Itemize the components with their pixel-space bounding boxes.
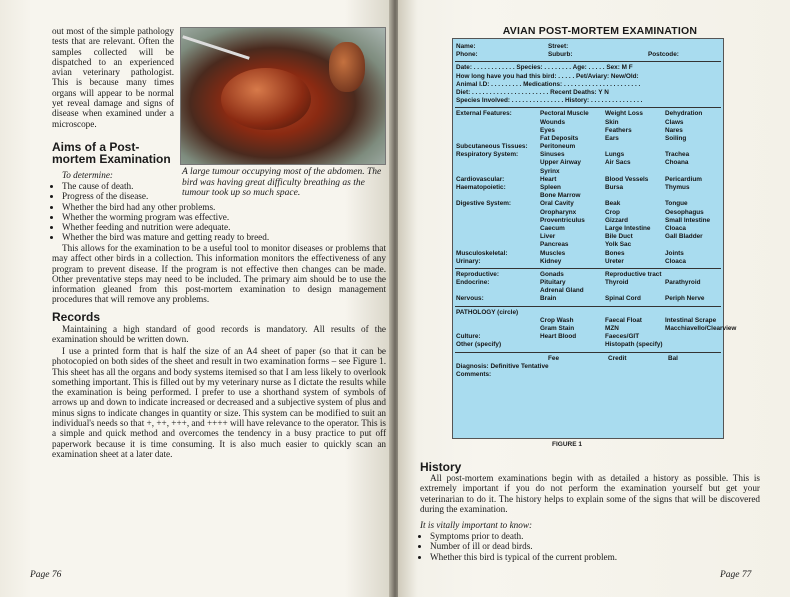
form-row: Musculoskeletal: Muscles Bones Joints (456, 249, 684, 257)
form-row: Digestive System: Oral Cavity Beak Tongue (456, 200, 688, 208)
form-row: Haematopoietic: Spleen Bursa Thymus (456, 184, 690, 191)
form-row: Urinary: Kidney Ureter Cloaca (456, 257, 686, 265)
page-number-left: Page 76 (30, 570, 62, 580)
know-label: It is vitally important to know: (420, 520, 533, 530)
left-page (0, 0, 392, 597)
form-row: External Features: Pectoral Muscle Weight Loss Dehydration (456, 110, 703, 118)
list-item: • Whether the bird had any other problems. (62, 202, 392, 212)
list-item: • Whether the bird was mature and getting ready to breed. (62, 232, 392, 242)
history-list (420, 531, 770, 562)
photo-caption: A large tumour occupying most of the abdomen. The bird was having great difficulty breathing as the tumour took up so much space. (182, 167, 382, 198)
form-row: Caecum Large Intestine Cloaca (540, 224, 686, 232)
aims-heading: Aims of a Post-mortem Examination (52, 140, 171, 166)
list-item: • Whether feeding and nutrition were adequate. (62, 222, 392, 232)
list-item: • The cause of death. (62, 181, 392, 191)
form-row: Liver Bile Duct Gall Bladder (540, 233, 703, 241)
determine-label: To determine: (62, 170, 113, 180)
list-item: • Whether this bird is typical of the current problem. (430, 552, 770, 562)
form-row: Animal I.D: . . . . . . . . . Medications: . . . . . . . . . . . . . . . . . . . . . . (456, 80, 641, 88)
form-row: Adrenal Gland (540, 287, 584, 295)
comments-row: Comments: (456, 370, 492, 378)
form-row: Phone: Suburb: Postcode: (456, 51, 679, 59)
form-row: Fat Deposits Ears Soiling (540, 134, 687, 142)
tumour-photo (180, 27, 386, 165)
pathology-heading: PATHOLOGY (circle) (456, 308, 519, 316)
form-row: Name: Street: (456, 43, 569, 50)
examination-form (452, 38, 737, 439)
form-row: Culture: Heart Blood Faeces/GIT (456, 333, 640, 341)
form-row: Gram Stain MZN Macchiavello/Clearview (540, 325, 737, 332)
records-paragraph-1: Maintaining a high standard of good records is mandatory. All results of the examination should be written down. (52, 324, 386, 345)
figure-label: FIGURE 1 (552, 441, 582, 448)
records-heading: Records (52, 310, 101, 324)
form-row: Upper Airway Air Sacs Choana (540, 159, 689, 167)
intro-paragraph: out most of the simple pathology tests that are relevant. Often the samples collected will be dispatched to an experienced avian veterinary pathologist. This is because many times organs will appear to be normal yet reveal damage and signs of disease when examined under a microscope. (52, 26, 174, 129)
form-row: How long have you had this bird: . . . . . Pet/Aviary: New/Old: (456, 72, 639, 80)
form-row: Wounds Skin Claws (540, 118, 684, 126)
form-row: Pancreas Yolk Sac (540, 241, 632, 249)
form-row: Subcutaneous Tissues: Peritoneum (456, 143, 576, 151)
page-number-right: Page 77 (720, 570, 752, 580)
aims-list (52, 181, 392, 243)
form-row: Respiratory System: Sinuses Lungs Trachea (456, 151, 690, 159)
form-row: Endocrine: Pituitary Thyroid Parathyroid (456, 279, 701, 287)
form-row: Date: . . . . . . . . . . . . Species: . . . . . . . . Age: . . . . . Sex: M F (456, 64, 633, 72)
list-item: • Whether the worming program was effective. (62, 212, 392, 222)
list-item: • Number of ill or dead birds. (430, 541, 770, 551)
systems-table (453, 110, 723, 266)
form-row: Eyes Feathers Nares (540, 126, 683, 134)
form-row: Syrinx (540, 167, 560, 175)
history-paragraph: All post-mortem examinations begin with as detailed a history as possible. This is extremely important if you do not perform the examination yourself but get your veterinarian to do it. The history helps to explain some of the signs that will be discovered during the examination. (420, 473, 760, 514)
form-row: Cardiovascular: Heart Blood Vessels Pericardium (456, 175, 702, 183)
diagnosis-row: Diagnosis: Definitive Tentative (456, 362, 549, 370)
form-row: Proventriculus Gizzard Small Intestine (540, 216, 711, 224)
list-item: • Progress of the disease. (62, 191, 392, 201)
form-row: Bone Marrow (540, 192, 581, 200)
fee-row: Fee Credit Bal (548, 354, 678, 362)
records-paragraph-2: I use a printed form that is half the size of an A4 sheet of paper (so that it can be photocopied on both sides of the sheet and result in two examination forms – see Figure 1. This sheet has all the organs and body systems itemised so that I am less likely to overlook something important. This is filled out by my veterinary nurse as I dictate the results while the examination is being performed. I prefer to use a shorthand system of symbols of arrows up and down to indicate increased or decreased and a subjective system of plus and minus signs to indicate changes in quantity or size. This system can be modified to suit an individual's needs so that +, ++, +++, and ++++ will have relevance to the operator. This is a simple and quick method and overcomes the tendency in a busy practice to put off paperwork because it is time consuming. It is also much easier to quickly scan an examination sheet at a later date. (52, 346, 386, 459)
form-title: AVIAN POST-MORTEM EXAMINATION (502, 25, 698, 37)
list-item: • Symptoms prior to death. (430, 531, 770, 541)
form-row: Reproductive: Gonads Reproductive tract (456, 270, 662, 278)
form-row: Oropharynx Crop Oesophagus (540, 208, 704, 216)
pathology-table (453, 316, 737, 350)
aims-paragraph: This allows for the examination to be a useful tool to monitor diseases or problems that may affect other birds in a collection. This information monitors the effectiveness of any program to prevent disease. If the program is not effective then changes can be made. Other preventative steps may need to be included. The primary aim should be to use the information gleaned from this post-mortem examination to design management procedures that will remove any problems. (52, 243, 386, 305)
systems-table-2 (453, 271, 723, 304)
form-row: Crop Wash Faecal Float Intestinal Scrape (540, 316, 717, 324)
form-row: Other (specify) Histopath (specify) (456, 341, 663, 349)
form-row: Nervous: Brain Spinal Cord Periph Nerve (456, 295, 705, 303)
history-heading: History (420, 460, 462, 474)
form-row: Species Involved: . . . . . . . . . . . . . . . History: . . . . . . . . . . . . . . . (456, 97, 643, 105)
form-row: Diet: . . . . . . . . . . . . . . . . . . . . . . Recent Deaths: Y N (456, 88, 609, 96)
